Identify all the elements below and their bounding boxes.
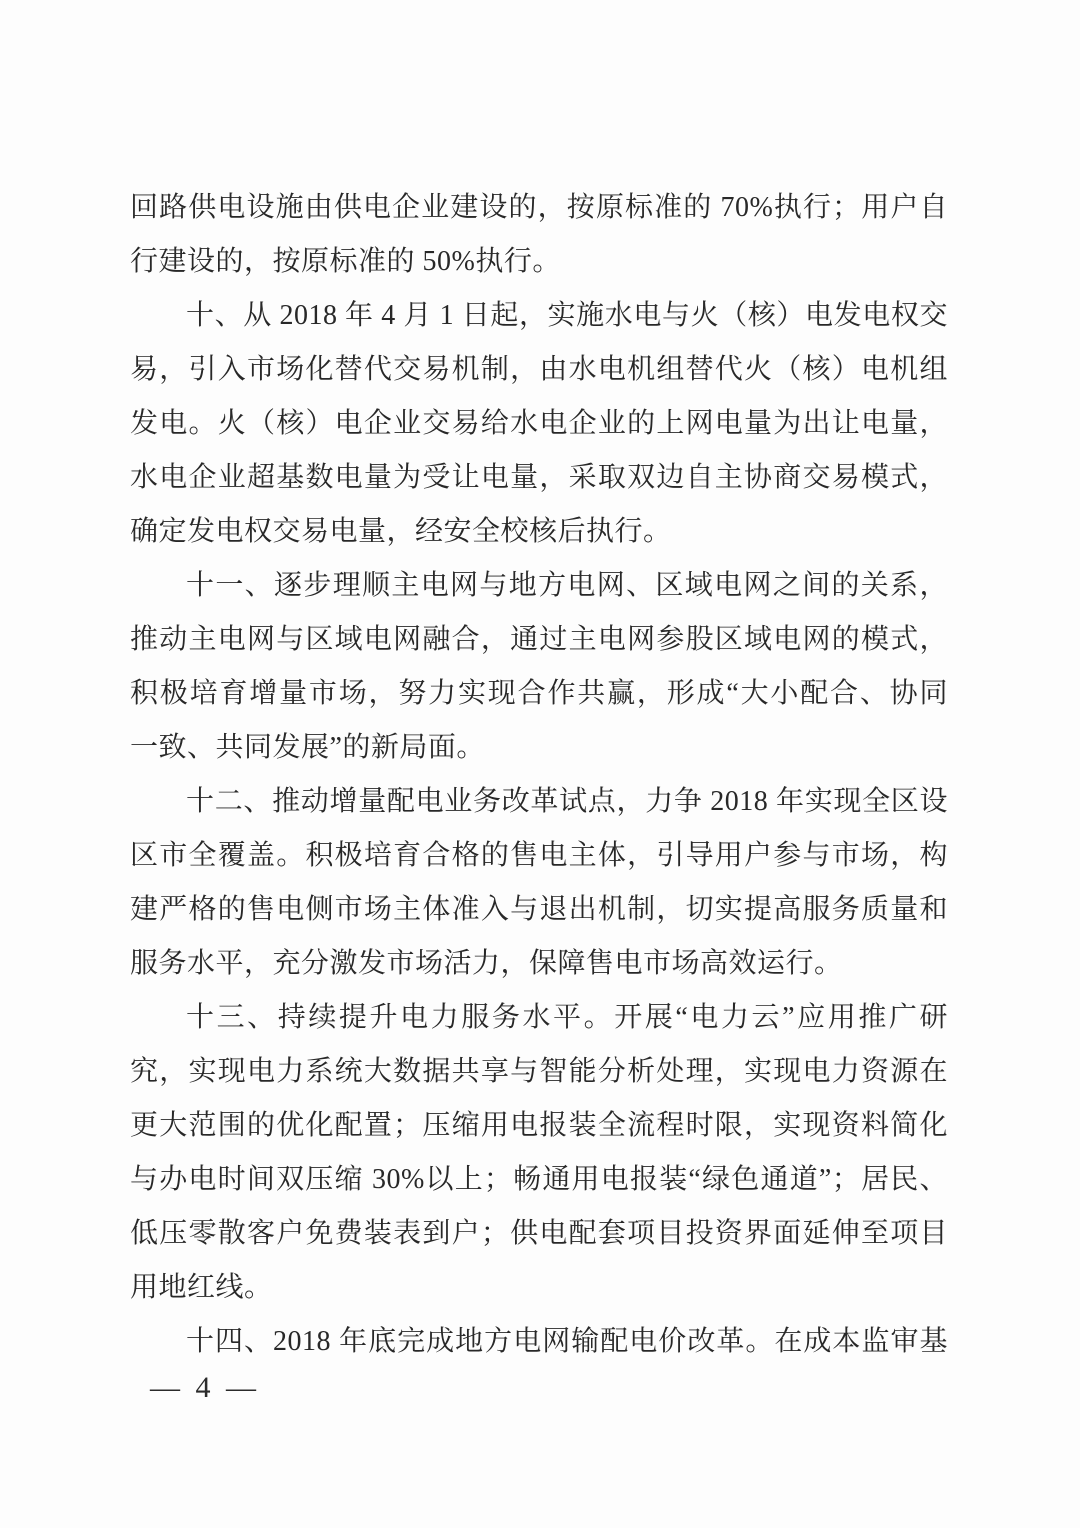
text-line: 十二、推动增量配电业务改革试点，力争 2018 年实现全区设: [186, 786, 948, 817]
text-line: 用地红线。: [130, 1272, 273, 1303]
text-line: 十一、逐步理顺主电网与地方电网、区域电网之间的关系，: [186, 570, 948, 601]
text-line: 积极培育增量市场，努力实现合作共赢，形成“大小配合、协同: [130, 678, 948, 709]
text-line: 一致、共同发展”的新局面。: [130, 732, 485, 763]
text-line: 服务水平，充分激发市场活力，保障售电市场高效运行。: [130, 948, 843, 979]
text-line: 十、从 2018 年 4 月 1 日起，实施水电与火（核）电发电权交: [186, 300, 948, 331]
document-body: [130, 181, 948, 1369]
text-line: 确定发电权交易电量，经安全校核后执行。: [130, 516, 672, 547]
text-line: 水电企业超基数电量为受让电量，采取双边自主协商交易模式，: [130, 462, 948, 493]
text-line: 回路供电设施由供电企业建设的，按原标准的 70%执行；用户自: [130, 192, 948, 223]
text-line: 低压零散客户免费装表到户；供电配套项目投资界面延伸至项目: [130, 1218, 948, 1249]
text-line: 易，引入市场化替代交易机制，由水电机组替代火（核）电机组: [130, 354, 948, 385]
text-line: 行建设的，按原标准的 50%执行。: [130, 246, 561, 277]
text-line: 推动主电网与区域电网融合，通过主电网参股区域电网的模式，: [130, 624, 948, 655]
text-line: 建严格的售电侧市场主体准入与退出机制，切实提高服务质量和: [130, 894, 948, 925]
text-line: 十三、持续提升电力服务水平。开展“电力云”应用推广研: [186, 1002, 948, 1033]
page-number: — 4 —: [150, 1371, 260, 1404]
text-line: 究，实现电力系统大数据共享与智能分析处理，实现电力资源在: [130, 1056, 948, 1087]
text-line: 与办电时间双压缩 30%以上；畅通用电报装“绿色通道”；居民、: [130, 1164, 948, 1195]
text-line: 更大范围的优化配置；压缩用电报装全流程时限，实现资料简化: [130, 1110, 948, 1141]
text-line: 发电。火（核）电企业交易给水电企业的上网电量为出让电量，: [130, 408, 948, 439]
text-line: 区市全覆盖。积极培育合格的售电主体，引导用户参与市场，构: [130, 840, 948, 871]
text-line: 十四、2018 年底完成地方电网输配电价改革。在成本监审基: [186, 1326, 948, 1357]
